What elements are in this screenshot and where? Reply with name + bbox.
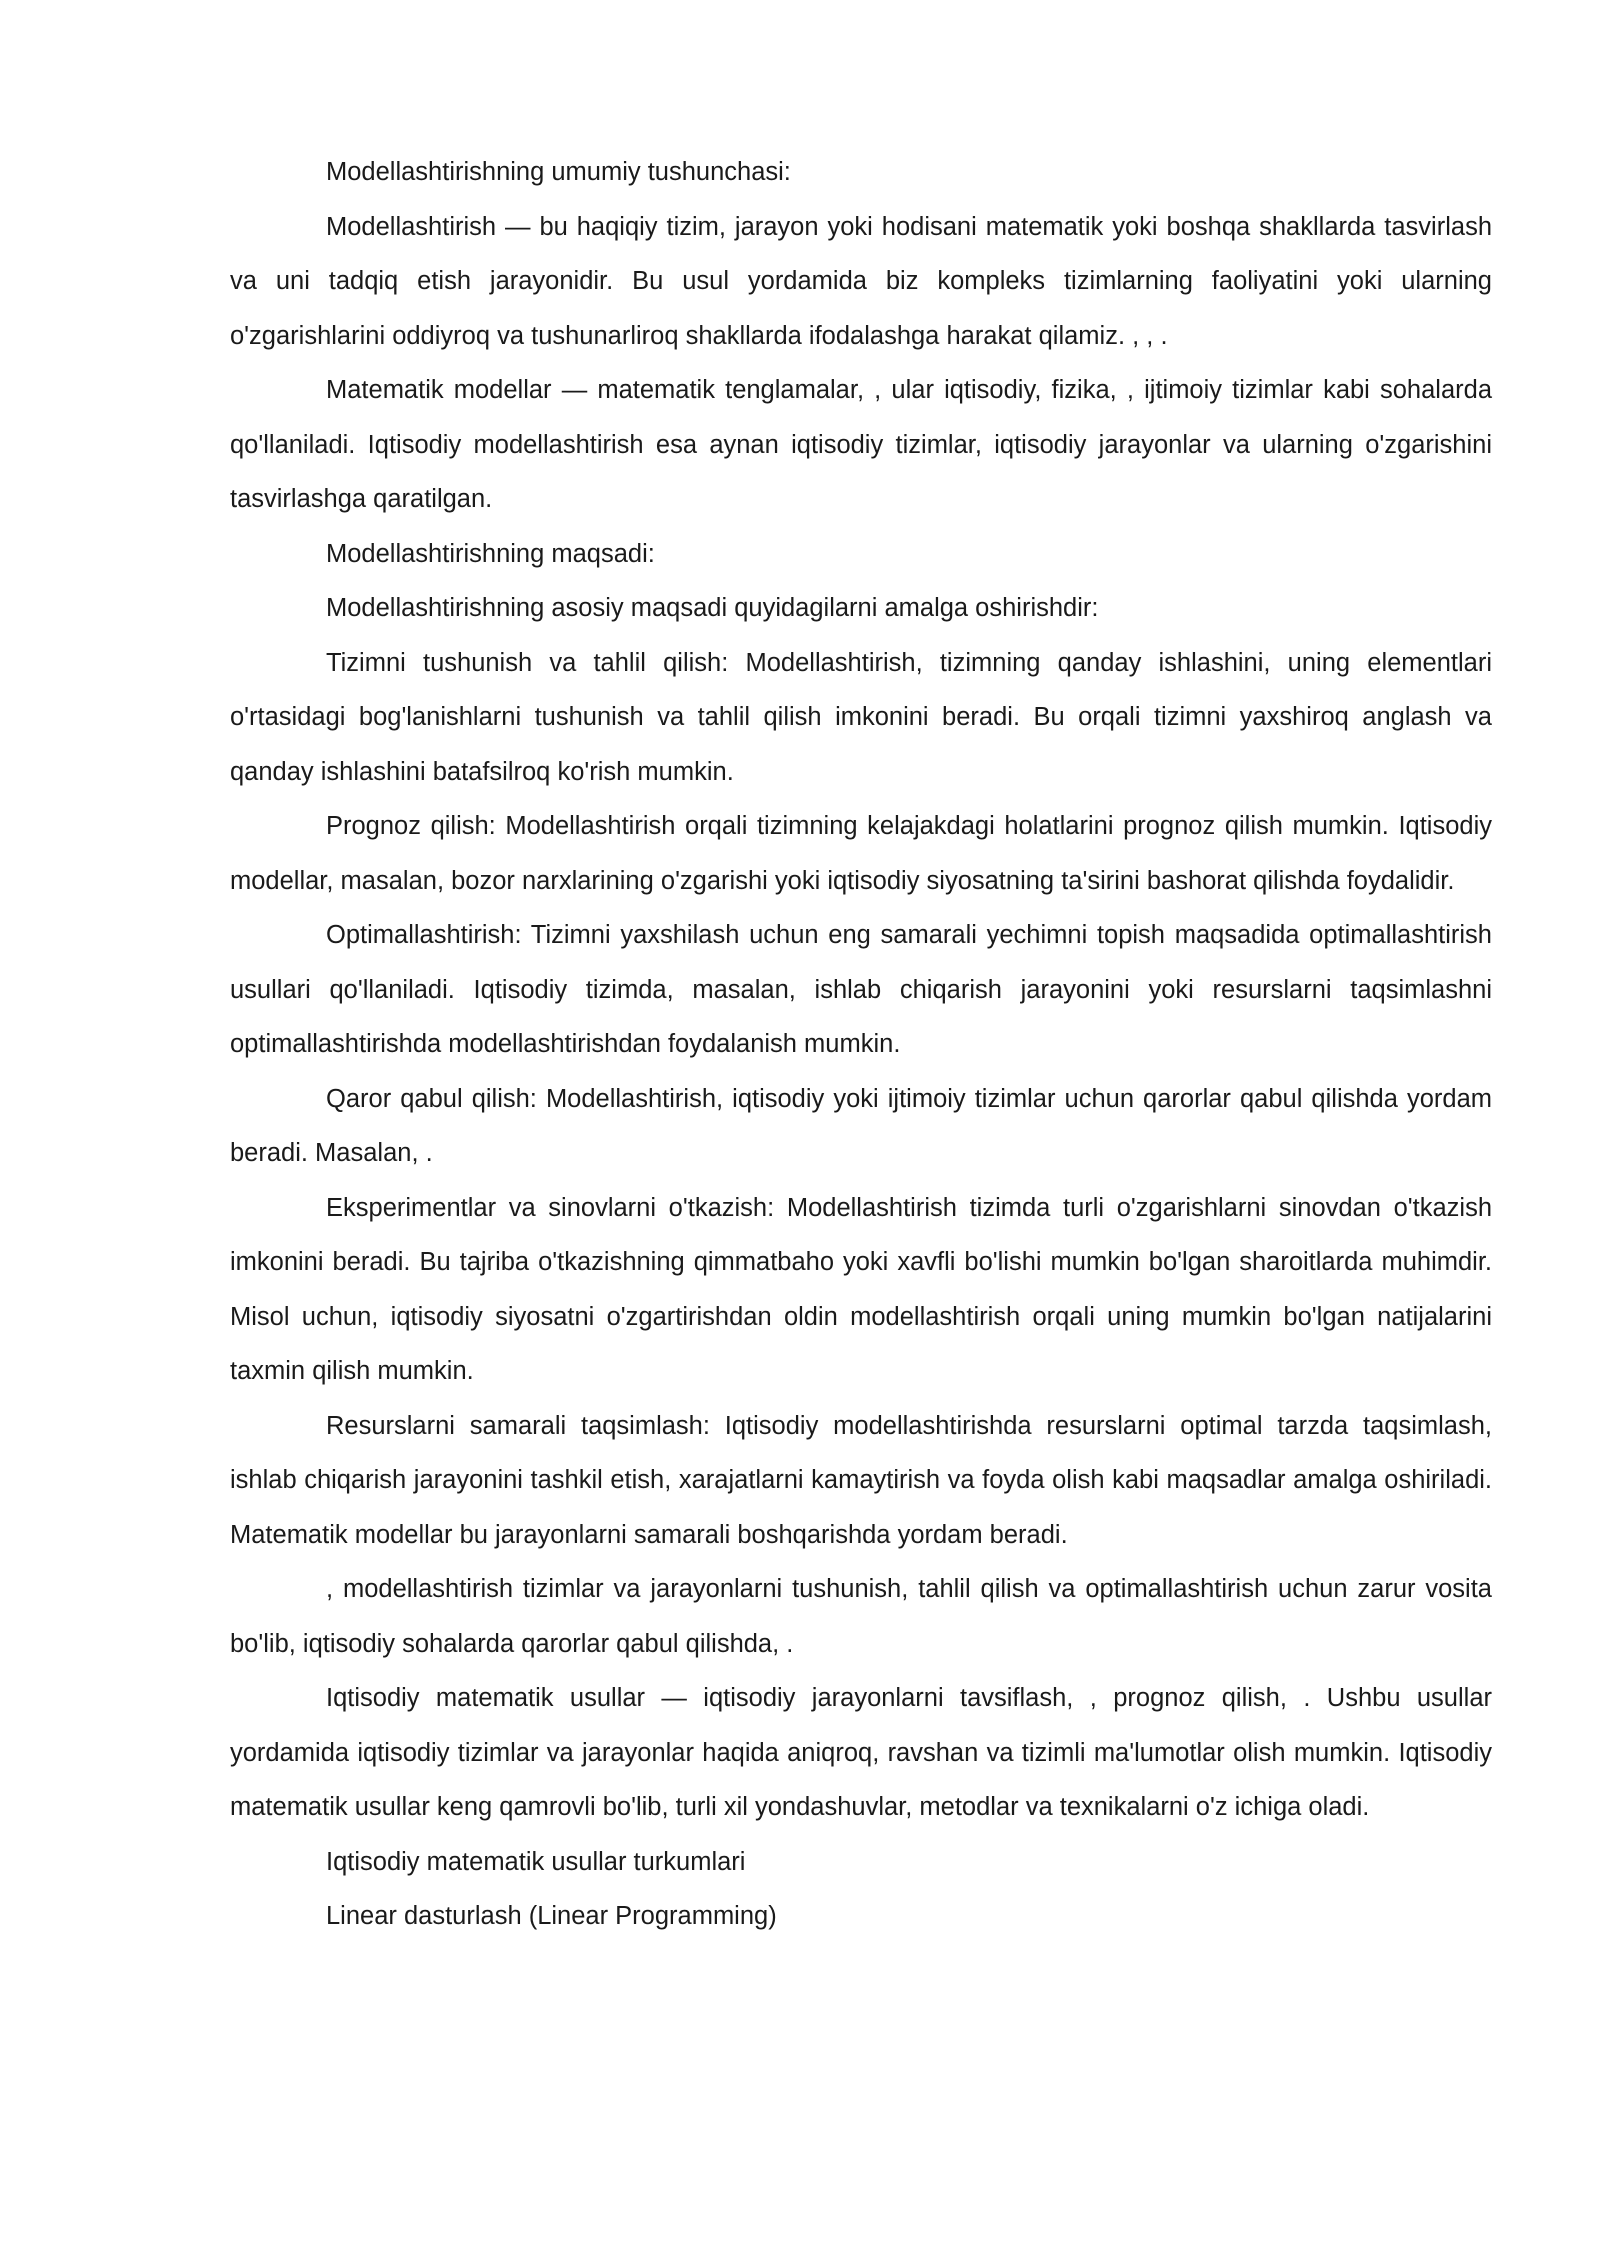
heading-linear-programming: Linear dasturlash (Linear Programming) (326, 1902, 777, 1930)
paragraph-resource-allocation: Resurslarni samarali taqsimlash: Iqtisodiy modellashtirishda resurslarni optimal tarzda taqsimlash, ishlab chiqarish jarayonini tashkil etish, xarajatlarni kamaytirish va foyda olish kabi maqsadlar amalga oshiriladi. Matematik modellar bu jarayonlarni samarali boshqarishda yordam beradi. (230, 1411, 1492, 1549)
paragraph-decision-making: Qaror qabul qilish: Modellashtirish, iqtisodiy yoki ijtimoiy tizimlar uchun qarorlar qabul qilishda yordam beradi. Masalan, . (230, 1084, 1492, 1167)
heading-modeling-goal: Modellashtirishning maqsadi: (326, 539, 655, 568)
paragraph-forecasting: Prognoz qilish: Modellashtirish orqali tizimning kelajakdagi holatlarini prognoz qilish mumkin. Iqtisodiy modellar, masalan, bozor narxlarining o'zgarishi yoki iqtisodiy siyosatning ta'sirini bashorat qilishda foydalidir. (230, 812, 1492, 895)
heading-modeling-concept: Modellashtirishning umumiy tushunchasi: (326, 158, 791, 186)
document-page (230, 145, 1492, 1944)
paragraph-experiments: Eksperimentlar va sinovlarni o'tkazish: Modellashtirish tizimda turli o'zgarishlarni sinovdan o'tkazish imkonini beradi. Bu tajriba o'tkazishning qimmatbaho yoki xavfli bo'lishi mumkin bo'lgan sharoitlarda muhimdir. Misol uchun, iqtisodiy siyosatni o'zgartirishdan oldin modellashtirish orqali uning mumkin bo'lgan natijalarini taxmin qilish mumkin. (230, 1193, 1492, 1385)
paragraph-optimization: Optimallashtirish: Tizimni yaxshilash uchun eng samarali yechimni topish maqsadida optimallashtirish usullari qo'llaniladi. Iqtisodiy tizimda, masalan, ishlab chiqarish jarayonini yoki resurslarni taqsimlashni optimallashtirishda modellashtirishdan foydalanish mumkin. (230, 921, 1492, 1058)
paragraph-summary: , modellashtirish tizimlar va jarayonlarni tushunish, tahlil qilish va optimallashtirish uchun zarur vosita bo'lib, iqtisodiy sohalarda qarorlar qabul qilishda, . (230, 1575, 1492, 1658)
paragraph-main-goal-intro: Modellashtirishning asosiy maqsadi quyidagilarni amalga oshirishdir: (326, 594, 1099, 622)
paragraph-mathematical-models: Matematik modellar — matematik tenglamalar, , ular iqtisodiy, fizika, , ijtimoiy tizimlar kabi sohalarda qo'llaniladi. Iqtisodiy modellashtirish esa aynan iqtisodiy tizimlar, iqtisodiy jarayonlar va ularning o'zgarishini tasvirlashga qaratilgan. (230, 376, 1492, 513)
heading-method-categories: Iqtisodiy matematik usullar turkumlari (326, 1847, 746, 1876)
paragraph-modeling-definition: Modellashtirish — bu haqiqiy tizim, jarayon yoki hodisani matematik yoki boshqa shakllarda tasvirlash va uni tadqiq etish jarayonidir. Bu usul yordamida biz kompleks tizimlarning faoliyatini yoki ularning o'zgarishlarini oddiyroq va tushunarliroq shakllarda ifodalashga harakat qilamiz. , , . (230, 212, 1492, 350)
paragraph-understanding-analysis: Tizimni tushunish va tahlil qilish: Modellashtirish, tizimning qanday ishlashini, uning elementlari o'rtasidagi bog'lanishlarni tushunish va tahlil qilish imkonini beradi. Bu orqali tizimni yaxshiroq anglash va qanday ishlashini batafsilroq ko'rish mumkin. (230, 648, 1492, 786)
paragraph-economic-math-methods: Iqtisodiy matematik usullar — iqtisodiy jarayonlarni tavsiflash, , prognoz qilish, . Ushbu usullar yordamida iqtisodiy tizimlar va jarayonlar haqida aniqroq, ravshan va tizimli ma'lumotlar olish mumkin. Iqtisodiy matematik usullar keng qamrovli bo'lib, turli xil yondashuvlar, metodlar va texnikalarni o'z ichiga oladi. (230, 1684, 1492, 1821)
